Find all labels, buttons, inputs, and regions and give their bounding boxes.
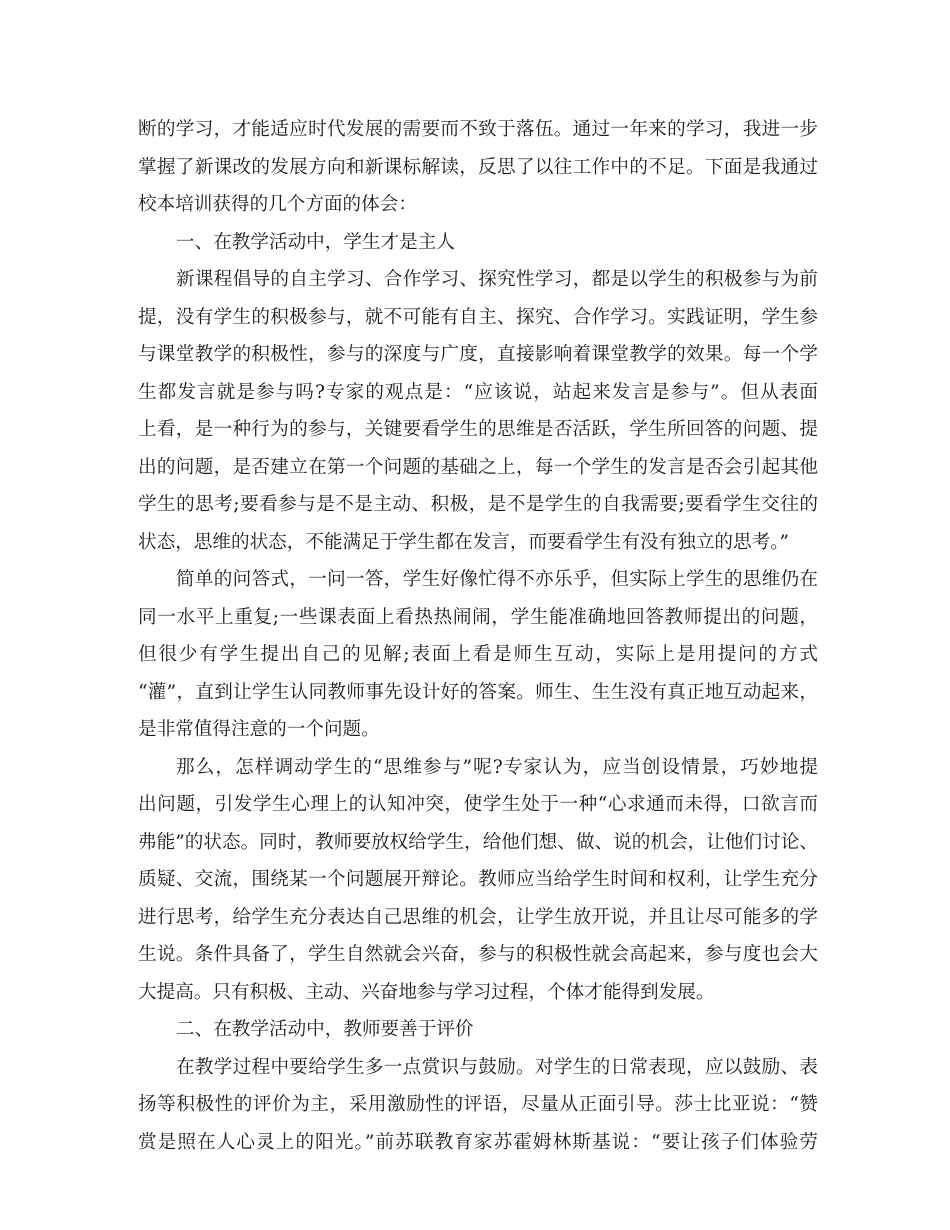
document-body bbox=[138, 111, 818, 1161]
text-line: 那么，怎样调动学生的“思维参与”呢?专家认为，应当创设情景，巧妙地提 bbox=[176, 756, 818, 778]
section-heading: 一、在教学活动中，学生才是主人 bbox=[176, 231, 455, 253]
text-line: 与课堂教学的积极性，参与的深度与广度，直接影响着课堂教学的效果。每一个学 bbox=[138, 344, 818, 365]
text-line: 弗能”的状态。同时，教师要放权给学生，给他们想、做、说的机会，让他们讨论、 bbox=[138, 831, 818, 853]
text-line: 简单的问答式，一问一答，学生好像忙得不亦乐乎，但实际上学生的思维仍在 bbox=[176, 569, 818, 590]
text-line: 出的问题，是否建立在第一个问题的基础之上，每一个学生的发言是否会引起其他 bbox=[138, 456, 818, 478]
text-line: 状态，思维的状态，不能满足于学生都在发言，而要看学生有没有独立的思考。” bbox=[138, 531, 789, 553]
text-line: 学生的思考;要看参与是不是主动、积极，是不是学生的自我需要;要看学生交往的 bbox=[138, 494, 818, 515]
text-line: 出问题，引发学生心理上的认知冲突，使学生处于一种“心求通而未得，口欲言而 bbox=[138, 794, 818, 815]
text-line: 赏是照在人心灵上的阳光。”前苏联教育家苏霍姆林斯基说：“要让孩子们体验劳 bbox=[138, 1131, 818, 1153]
text-line: 但很少有学生提出自己的见解;表面上看是师生互动，实际上是用提问的方式 bbox=[138, 644, 818, 665]
text-line: 校本培训获得的几个方面的体会： bbox=[138, 194, 417, 215]
text-line: 提，没有学生的积极参与，就不可能有自主、探究、合作学习。实践证明，学生参 bbox=[138, 306, 818, 328]
text-line: 同一水平上重复;一些课表面上看热热闹闹，学生能准确地回答教师提出的问题， bbox=[138, 606, 818, 628]
text-line: 质疑、交流，围绕某一个问题展开辩论。教师应当给学生时间和权利，让学生充分 bbox=[138, 869, 818, 890]
text-line: 生都发言就是参与吗?专家的观点是：“应该说，站起来发言是参与”。但从表面 bbox=[138, 381, 818, 403]
text-line: 生说。条件具备了，学生自然就会兴奋，参与的积极性就会高起来，参与度也会大 bbox=[138, 944, 818, 965]
text-line: 是非常值得注意的一个问题。 bbox=[138, 719, 380, 740]
text-line: 大提高。只有积极、主动、兴奋地参与学习过程，个体才能得到发展。 bbox=[138, 981, 715, 1003]
text-line: 掌握了新课改的发展方向和新课标解读，反思了以往工作中的不足。下面是我通过 bbox=[138, 156, 818, 178]
text-line: 在教学过程中要给学生多一点赏识与鼓励。对学生的日常表现，应以鼓励、表 bbox=[176, 1056, 818, 1078]
text-line: 新课程倡导的自主学习、合作学习、探究性学习，都是以学生的积极参与为前 bbox=[176, 269, 818, 290]
text-line: “灌”，直到让学生认同教师事先设计好的答案。师生、生生没有真正地互动起来， bbox=[138, 681, 818, 703]
text-line: 断的学习，才能适应时代发展的需要而不致于落伍。通过一年来的学习，我进一步 bbox=[138, 119, 818, 140]
text-line: 上看，是一种行为的参与，关键要看学生的思维是否活跃，学生所回答的问题、提 bbox=[138, 419, 818, 440]
text-line: 进行思考，给学生充分表达自己思维的机会，让学生放开说，并且让尽可能多的学 bbox=[138, 906, 818, 928]
text-line: 扬等积极性的评价为主，采用激励性的评语，尽量从正面引导。莎士比亚说：“赞 bbox=[138, 1094, 818, 1115]
section-heading: 二、在教学活动中，教师要善于评价 bbox=[176, 1019, 474, 1040]
